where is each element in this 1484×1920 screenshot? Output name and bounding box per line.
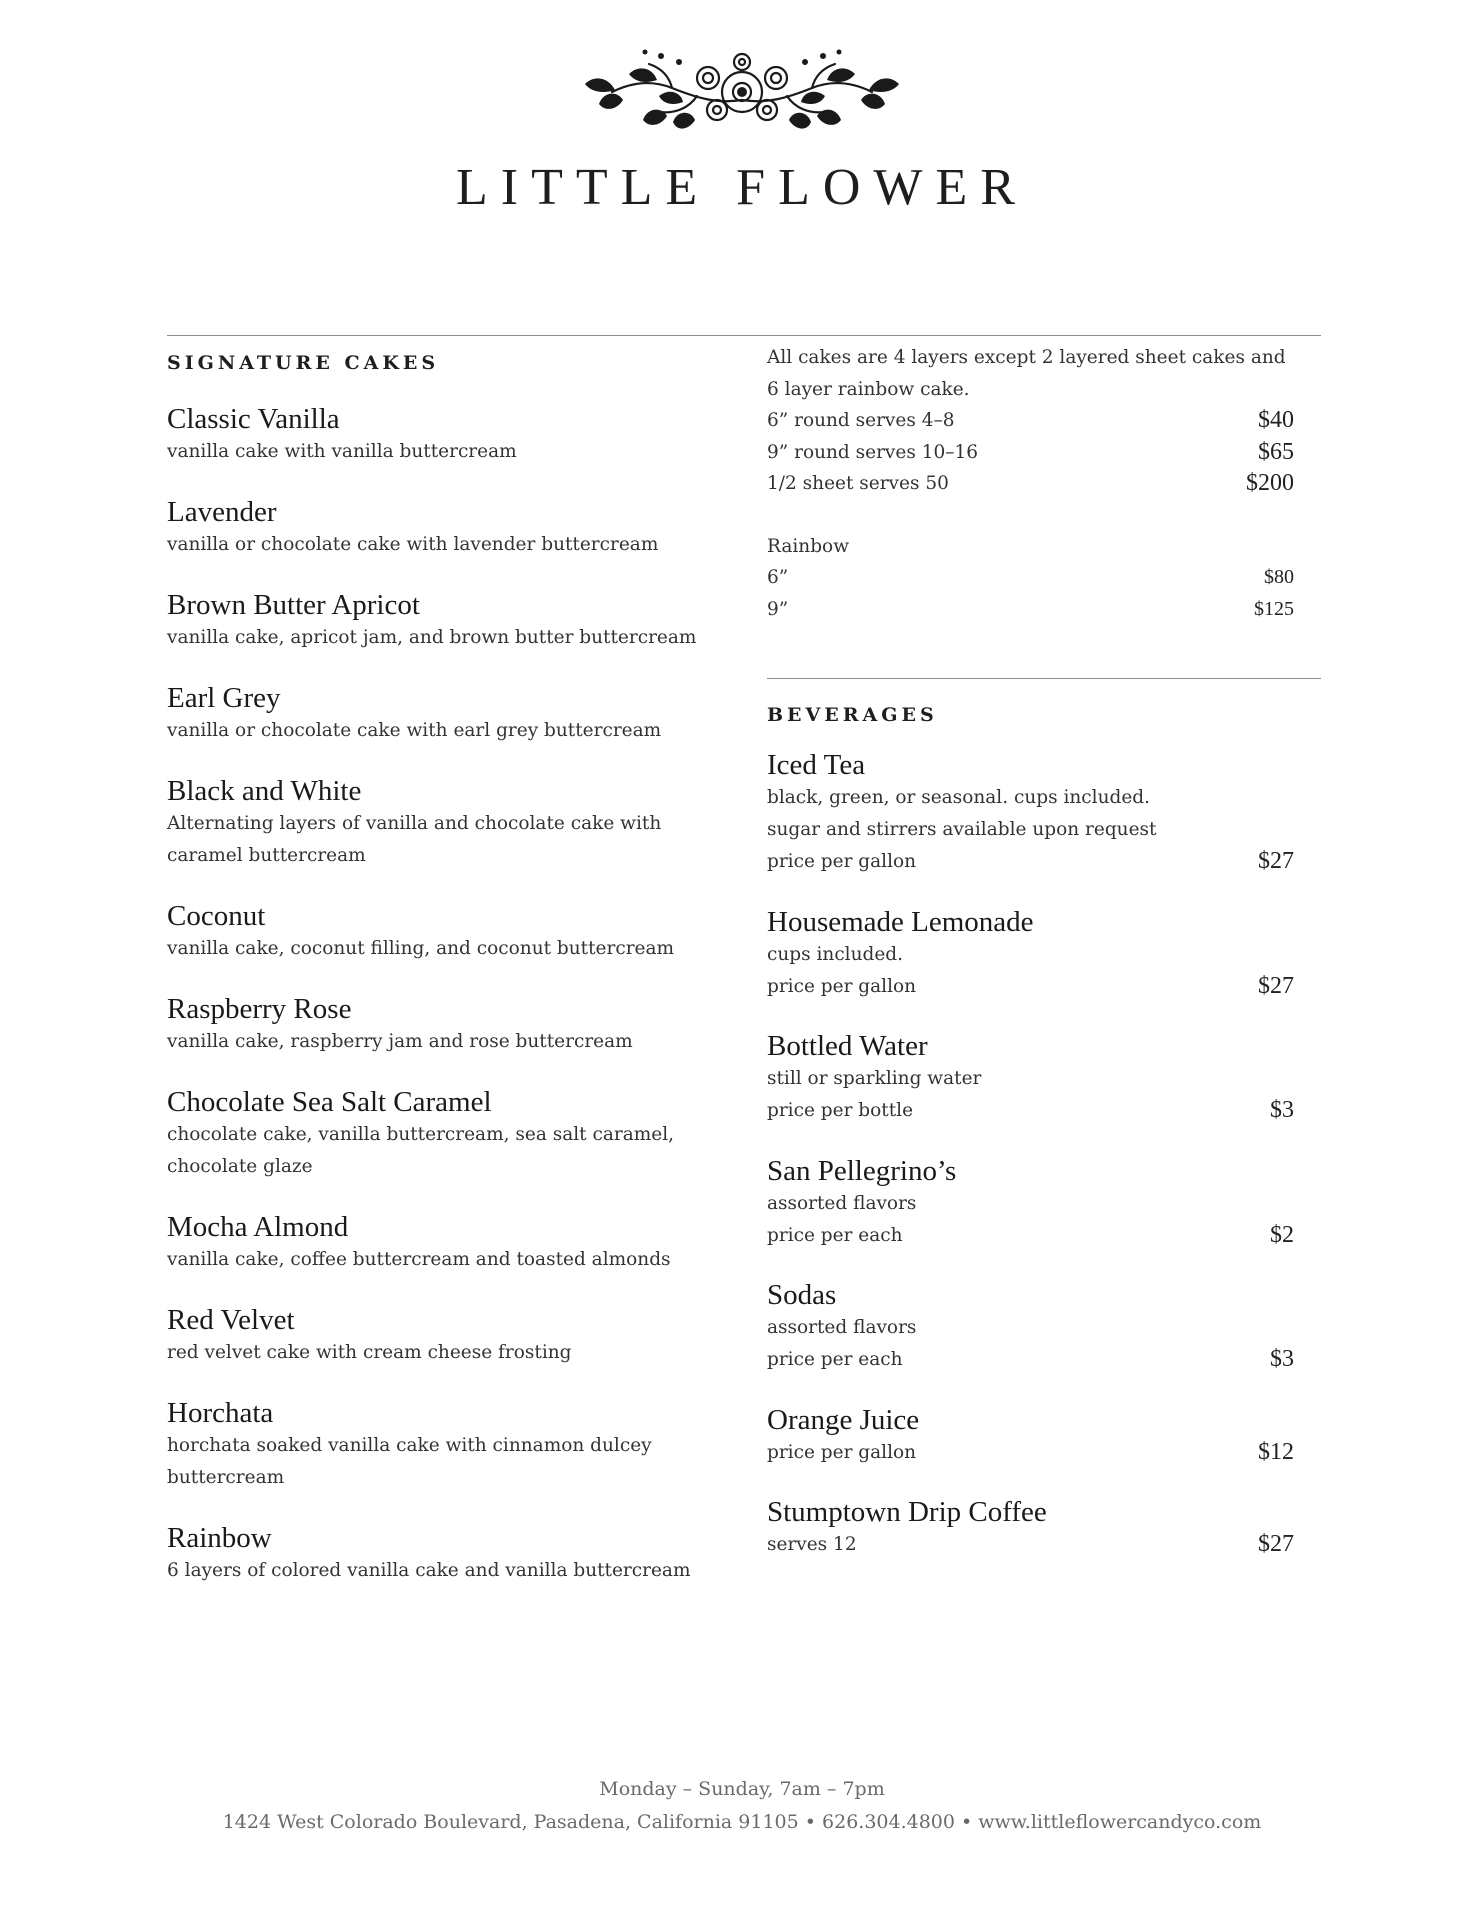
footer-hours: Monday – Sunday, 7am – 7pm: [599, 1778, 885, 1800]
cake-list: [167, 402, 727, 1587]
cake-description: vanilla cake, raspberry jam and rose buttercream: [167, 1031, 633, 1052]
cake-description: red velvet cake with cream cheese frosting: [167, 1342, 572, 1363]
cake-name: Horchata: [167, 1397, 274, 1429]
size-price-row: [767, 405, 1294, 437]
beverage-name: Orange Juice: [767, 1403, 920, 1436]
cake-description: horchata soaked vanilla cake with cinnamon dulcey buttercream: [167, 1435, 652, 1488]
cake-name: Lavender: [167, 496, 277, 528]
cake-item: [167, 495, 727, 561]
cake-name: Chocolate Sea Salt Caramel: [167, 1086, 492, 1118]
cake-item: [167, 1521, 727, 1587]
beverage-name: Sodas: [767, 1279, 837, 1311]
rainbow-price-row: [767, 562, 1294, 594]
size-price: $40: [1258, 407, 1294, 433]
cake-description: vanilla cake, coconut filling, and coconut buttercream: [167, 938, 675, 959]
beverage-name: San Pellegrino’s: [767, 1154, 957, 1187]
cake-description: vanilla cake, coffee buttercream and toasted almonds: [167, 1249, 671, 1270]
beverage-price: $27: [1258, 848, 1294, 874]
cake-description: 6 layers of colored vanilla cake and vanilla buttercream: [167, 1560, 691, 1581]
cake-item: [167, 1210, 727, 1276]
cake-size-prices: [767, 405, 1294, 500]
rainbow-size-price: $125: [1254, 597, 1294, 620]
cake-name: Earl Grey: [167, 682, 281, 714]
cake-item: [167, 1303, 727, 1369]
beverage-name: Bottled Water: [767, 1030, 928, 1062]
cake-name: Black and White: [167, 775, 362, 807]
cake-item: [167, 588, 727, 654]
beverage-unit: price per gallon: [767, 975, 917, 997]
cake-item: [167, 402, 727, 468]
rainbow-label: Rainbow: [767, 535, 850, 557]
cake-name: Rainbow: [167, 1522, 272, 1554]
rainbow-price-row: [767, 594, 1294, 626]
size-price: $65: [1258, 438, 1294, 465]
cake-layers-note: All cakes are 4 layers except 2 layered sheet cakes and 6 layer rainbow cake.: [767, 347, 1286, 400]
size-price-row: [767, 437, 1294, 469]
rainbow-size-price: $80: [1264, 566, 1294, 588]
size-label: 1/2 sheet serves 50: [767, 473, 949, 494]
beverage-price-row: [767, 1095, 1294, 1127]
section-title-beverages: BEVERAGES: [767, 704, 938, 726]
beverage-item: [767, 1154, 1294, 1252]
beverage-unit: price per each: [767, 1349, 903, 1370]
cake-description: vanilla or chocolate cake with lavender buttercream: [167, 534, 659, 555]
beverage-price: $3: [1270, 1097, 1294, 1123]
beverage-price: $27: [1258, 1531, 1294, 1557]
beverage-price: $2: [1270, 1221, 1294, 1248]
beverage-price-row: [767, 1220, 1294, 1252]
beverage-unit: price per gallon: [767, 1441, 917, 1463]
beverage-price: $27: [1258, 972, 1294, 999]
beverage-name: Stumptown Drip Coffee: [767, 1496, 1047, 1528]
cake-name: Classic Vanilla: [167, 403, 340, 435]
size-price-row: [767, 468, 1294, 500]
beverage-unit: price per bottle: [767, 1100, 914, 1121]
top-divider: [167, 335, 1321, 336]
floral-ornament-icon: [577, 48, 907, 140]
cake-description: Alternating layers of vanilla and chocolate cake with caramel buttercream: [167, 813, 662, 866]
beverage-item: [767, 905, 1294, 1003]
size-label: 6” round serves 4–8: [767, 410, 955, 431]
beverage-item: [767, 1495, 1294, 1561]
cake-description: vanilla cake, apricot jam, and brown butter buttercream: [167, 627, 697, 648]
cake-item: [167, 681, 727, 747]
cake-item: [167, 774, 727, 872]
cake-description: chocolate cake, vanilla buttercream, sea salt caramel, chocolate glaze: [167, 1124, 675, 1177]
beverage-price-row: [767, 1529, 1294, 1561]
beverage-name: Iced Tea: [767, 749, 866, 781]
rainbow-size-prices: [767, 562, 1294, 625]
beverage-list: [767, 748, 1294, 1588]
beverage-description: assorted flavors: [767, 1192, 917, 1214]
beverage-price-row: [767, 1344, 1294, 1376]
beverage-unit: price per gallon: [767, 851, 917, 872]
cake-item: [167, 899, 727, 965]
logo-ornament: [0, 48, 1484, 140]
beverage-price-row: [767, 846, 1294, 878]
cake-item: [167, 992, 727, 1058]
beverage-price: $12: [1258, 1438, 1294, 1465]
beverage-unit: price per each: [767, 1224, 903, 1246]
signature-cakes-section: [167, 340, 727, 1614]
beverage-description: still or sparkling water: [767, 1068, 982, 1089]
cake-item: [167, 1396, 727, 1494]
beverage-price-row: [767, 1437, 1294, 1469]
size-price: $200: [1246, 470, 1294, 496]
cake-description: vanilla or chocolate cake with earl grey buttercream: [167, 720, 662, 741]
rainbow-size-label: 9”: [767, 598, 789, 620]
beverage-item: [767, 1278, 1294, 1376]
beverage-description: cups included.: [767, 943, 904, 965]
beverages-divider: [767, 678, 1321, 679]
cake-name: Raspberry Rose: [167, 993, 352, 1025]
rainbow-size-label: 6”: [767, 567, 789, 588]
beverage-description: black, green, or seasonal. cups included. sugar and stirrers available upon request: [767, 787, 1157, 840]
beverage-name: Housemade Lemonade: [767, 905, 1034, 938]
beverage-item: [767, 1403, 1294, 1469]
beverage-description: assorted flavors: [767, 1317, 917, 1338]
beverage-price: $3: [1270, 1346, 1294, 1372]
pricing-and-beverages: [767, 342, 1294, 1557]
size-label: 9” round serves 10–16: [767, 441, 979, 463]
section-title-cakes: SIGNATURE CAKES: [167, 352, 440, 374]
beverage-item: [767, 748, 1294, 878]
cake-description: vanilla cake with vanilla buttercream: [167, 441, 517, 462]
beverage-price-row: [767, 971, 1294, 1003]
cake-name: Mocha Almond: [167, 1211, 349, 1243]
beverage-item: [767, 1029, 1294, 1127]
cake-name: Coconut: [167, 900, 266, 932]
cake-name: Brown Butter Apricot: [167, 589, 420, 621]
footer-contact: 1424 West Colorado Boulevard, Pasadena, California 91105 • 626.304.4800 • www.littleflowercandyco.com: [222, 1811, 1262, 1833]
brand-name: LITTLE FLOWER: [456, 159, 1028, 216]
beverage-unit: serves 12: [767, 1534, 857, 1555]
cake-item: [167, 1085, 727, 1183]
cake-name: Red Velvet: [167, 1304, 295, 1336]
